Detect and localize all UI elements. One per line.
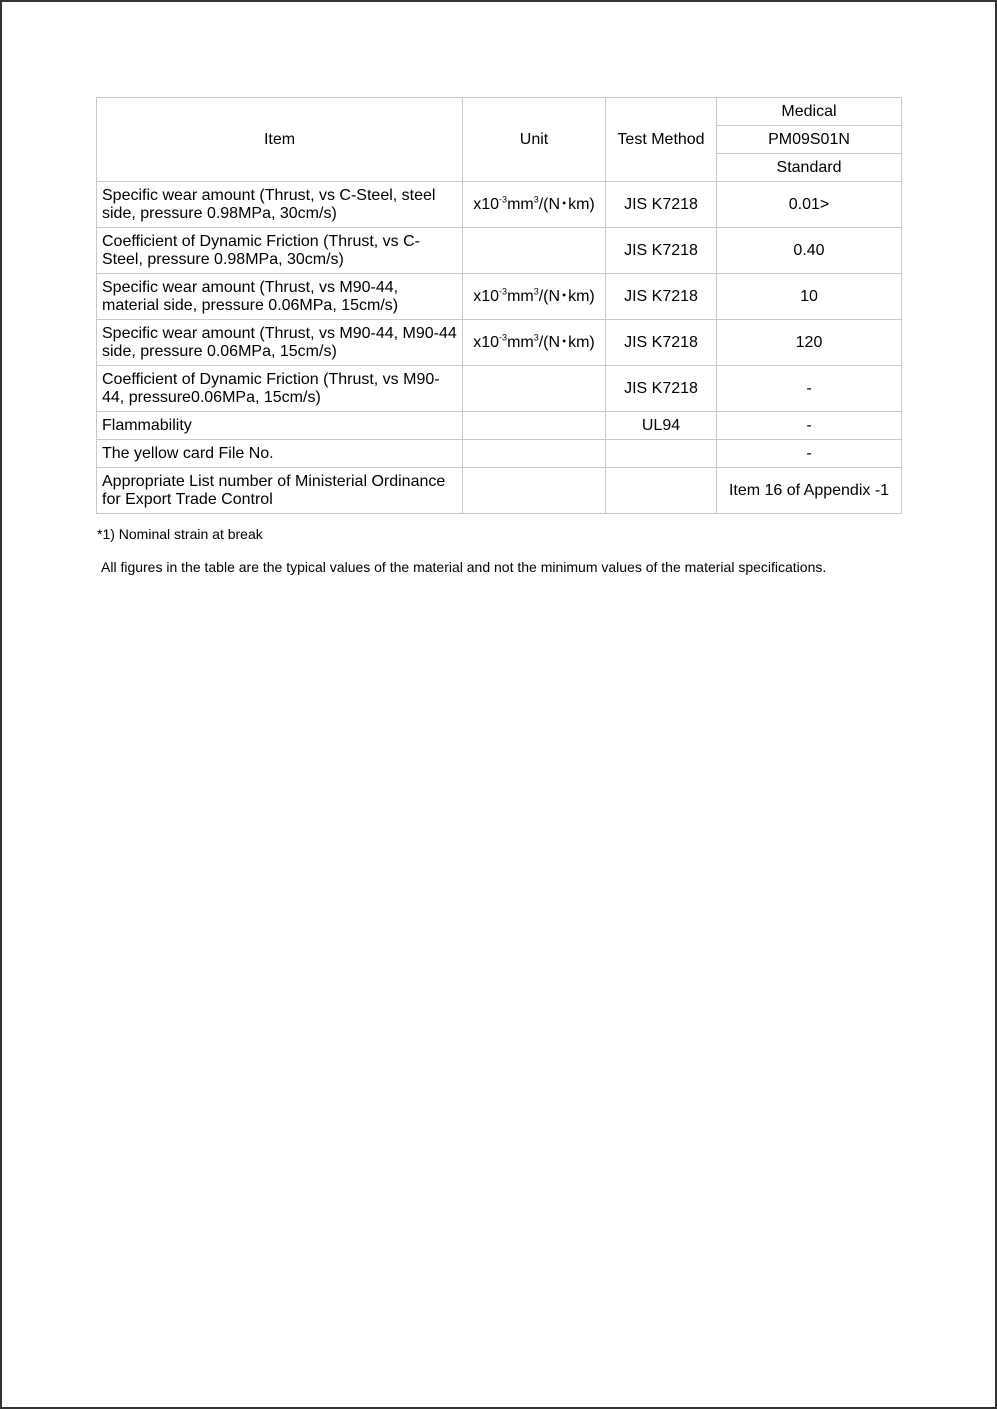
row-unit [463, 412, 606, 440]
table-row [97, 274, 902, 320]
unit-prefix: x10 [473, 195, 500, 213]
row-value: - [717, 412, 902, 440]
row-unit [463, 366, 606, 412]
row-unit [463, 182, 606, 228]
header-item: Item [97, 98, 463, 182]
unit-suffix: /(N･km) [538, 195, 595, 213]
row-item: The yellow card File No. [97, 440, 463, 468]
unit-exponent: -3 [499, 286, 508, 297]
unit-exponent: -3 [499, 332, 508, 343]
row-unit [463, 274, 606, 320]
row-unit [463, 440, 606, 468]
row-item: Coefficient of Dynamic Friction (Thrust, vs M90-44, pressure0.06MPa, 15cm/s) [97, 366, 463, 412]
row-item: Specific wear amount (Thrust, vs M90-44, M90-44 side, pressure 0.06MPa, 15cm/s) [97, 320, 463, 366]
table-row [97, 320, 902, 366]
header-grade-name: PM09S01N [717, 126, 902, 154]
row-unit [463, 468, 606, 514]
row-method: JIS K7218 [606, 182, 717, 228]
row-value: - [717, 366, 902, 412]
unit-exponent: 3 [533, 332, 539, 343]
row-item: Specific wear amount (Thrust, vs M90-44, material side, pressure 0.06MPa, 15cm/s) [97, 274, 463, 320]
row-unit [463, 320, 606, 366]
table-row [97, 440, 902, 468]
unit-suffix: /(N･km) [538, 287, 595, 305]
unit-mid: mm [507, 195, 534, 213]
unit-exponent: -3 [499, 194, 508, 205]
row-method: JIS K7218 [606, 228, 717, 274]
unit-prefix: x10 [473, 333, 500, 351]
table-row [97, 412, 902, 440]
disclaimer: All figures in the table are the typical values of the material and not the minimum values of the material specifications. [101, 559, 827, 575]
header-row [97, 98, 902, 126]
row-value: 10 [717, 274, 902, 320]
row-value: 0.01> [717, 182, 902, 228]
row-item: Appropriate List number of Ministerial Ordinance for Export Trade Control [97, 468, 463, 514]
header-grade-variant: Standard [717, 154, 902, 182]
table-row [97, 182, 902, 228]
row-method: UL94 [606, 412, 717, 440]
row-value: 0.40 [717, 228, 902, 274]
row-method [606, 468, 717, 514]
row-method: JIS K7218 [606, 320, 717, 366]
property-table [96, 97, 902, 514]
table-row [97, 228, 902, 274]
header-unit: Unit [463, 98, 606, 182]
row-value: - [717, 440, 902, 468]
row-unit [463, 228, 606, 274]
row-method: JIS K7218 [606, 366, 717, 412]
unit-exponent: 3 [533, 194, 539, 205]
row-method [606, 440, 717, 468]
row-value: Item 16 of Appendix -1 [717, 468, 902, 514]
header-test-method: Test Method [606, 98, 717, 182]
row-item: Coefficient of Dynamic Friction (Thrust, vs C-Steel, pressure 0.98MPa, 30cm/s) [97, 228, 463, 274]
row-method: JIS K7218 [606, 274, 717, 320]
footnote: *1) Nominal strain at break [97, 526, 263, 542]
table-row [97, 366, 902, 412]
unit-exponent: 3 [533, 286, 539, 297]
header-grade-group: Medical [717, 98, 902, 126]
table-row [97, 468, 902, 514]
unit-suffix: /(N･km) [538, 333, 595, 351]
unit-mid: mm [507, 333, 534, 351]
row-item: Flammability [97, 412, 463, 440]
row-item: Specific wear amount (Thrust, vs C-Steel, steel side, pressure 0.98MPa, 30cm/s) [97, 182, 463, 228]
row-value: 120 [717, 320, 902, 366]
unit-mid: mm [507, 287, 534, 305]
unit-prefix: x10 [473, 287, 500, 305]
